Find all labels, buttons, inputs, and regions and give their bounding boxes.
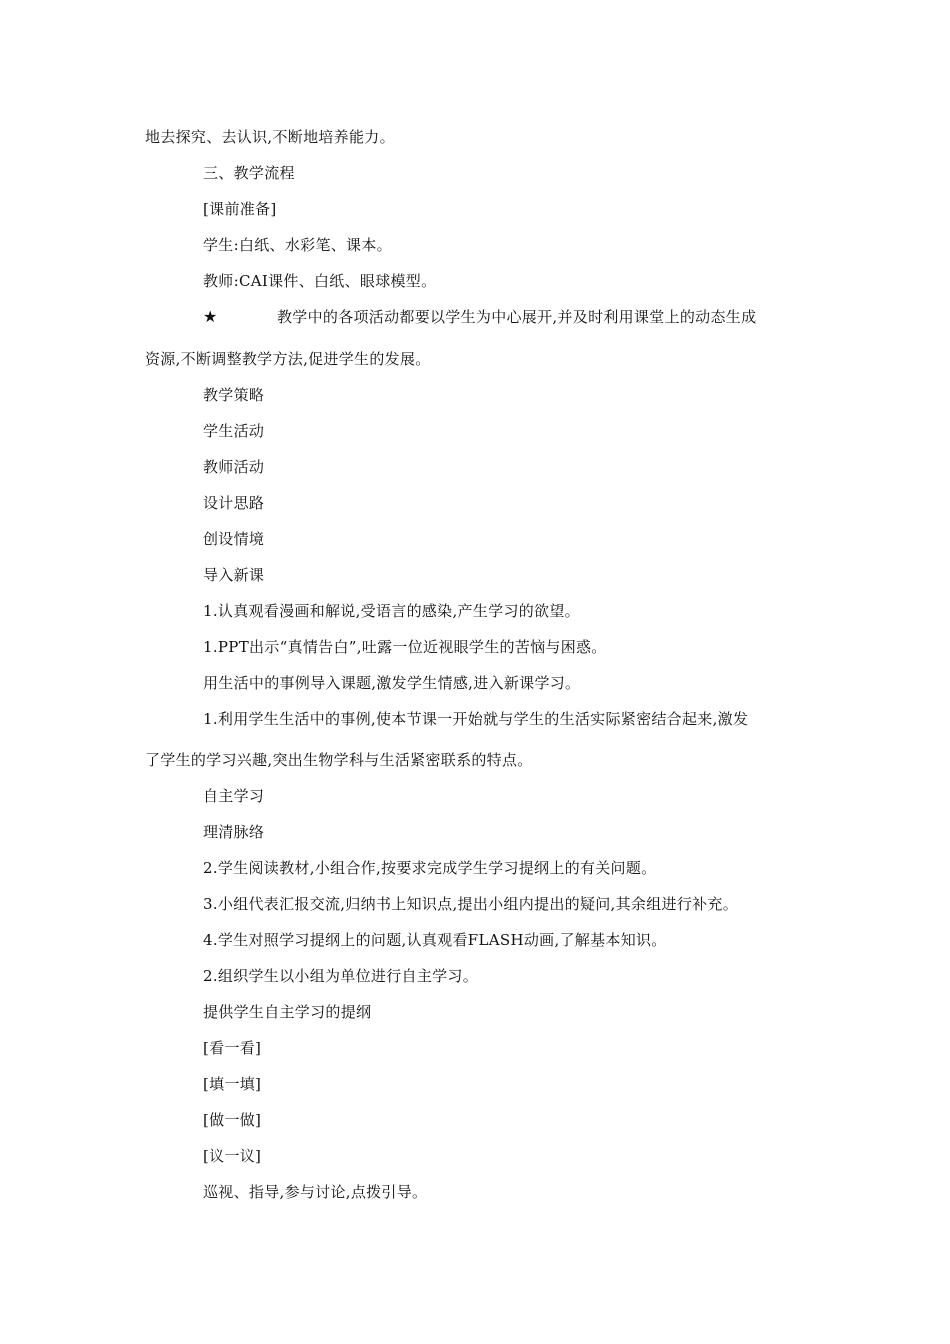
text-line: 教师活动 — [203, 458, 265, 476]
text-line: [看一看] — [203, 1039, 262, 1057]
text-line: 了学生的学习兴趣,突出生物学科与生活紧密联系的特点。 — [145, 751, 533, 769]
text-line: 2.组织学生以小组为单位进行自主学习。 — [203, 967, 479, 985]
text-line: 1.认真观看漫画和解说,受语言的感染,产生学习的欲望。 — [203, 602, 580, 620]
text-line: 4.学生对照学习提纲上的问题,认真观看FLASH动画,了解基本知识。 — [203, 931, 667, 949]
text-line: [课前准备] — [203, 200, 277, 218]
text-line: 教师:CAI课件、白纸、眼球模型。 — [203, 272, 437, 290]
text-line: [议一议] — [203, 1147, 262, 1165]
star-paragraph — [203, 307, 756, 327]
text-line: 自主学习 — [203, 787, 265, 805]
text-line: 教学策略 — [203, 386, 265, 404]
text-line: 1.利用学生生活中的事例,使本节课一开始就与学生的生活实际紧密结合起来,激发 — [203, 710, 749, 728]
text-line: 3.小组代表汇报交流,归纳书上知识点,提出小组内提出的疑问,其余组进行补充。 — [203, 895, 739, 913]
text-line: 用生活中的事例导入课题,激发学生情感,进入新课学习。 — [203, 674, 581, 692]
star-icon: ★ — [203, 307, 218, 326]
text-line: 巡视、指导,参与讨论,点拨引导。 — [203, 1183, 428, 1201]
section-heading: 三、教学流程 — [203, 164, 295, 182]
text-line: 资源,不断调整教学方法,促进学生的发展。 — [145, 350, 431, 368]
text-line: 设计思路 — [203, 494, 265, 512]
text-line: 地去探究、去认识,不断地培养能力。 — [145, 128, 395, 146]
text-line: 导入新课 — [203, 566, 265, 584]
text-line: 理清脉络 — [203, 823, 265, 841]
text-line: 创设情境 — [203, 530, 265, 548]
text-line: [做一做] — [203, 1111, 262, 1129]
text-line: 提供学生自主学习的提纲 — [203, 1003, 372, 1021]
text-line: 学生:白纸、水彩笔、课本。 — [203, 236, 392, 254]
text-line: [填一填] — [203, 1075, 262, 1093]
text-line: 1.PPT出示“真情告白”,吐露一位近视眼学生的苦恼与困惑。 — [203, 638, 607, 656]
text-line: 2.学生阅读教材,小组合作,按要求完成学生学习提纲上的有关问题。 — [203, 859, 657, 877]
text-line: 学生活动 — [203, 422, 265, 440]
text-line: 教学中的各项活动都要以学生为中心展开,并及时利用课堂上的动态生成 — [277, 308, 757, 326]
